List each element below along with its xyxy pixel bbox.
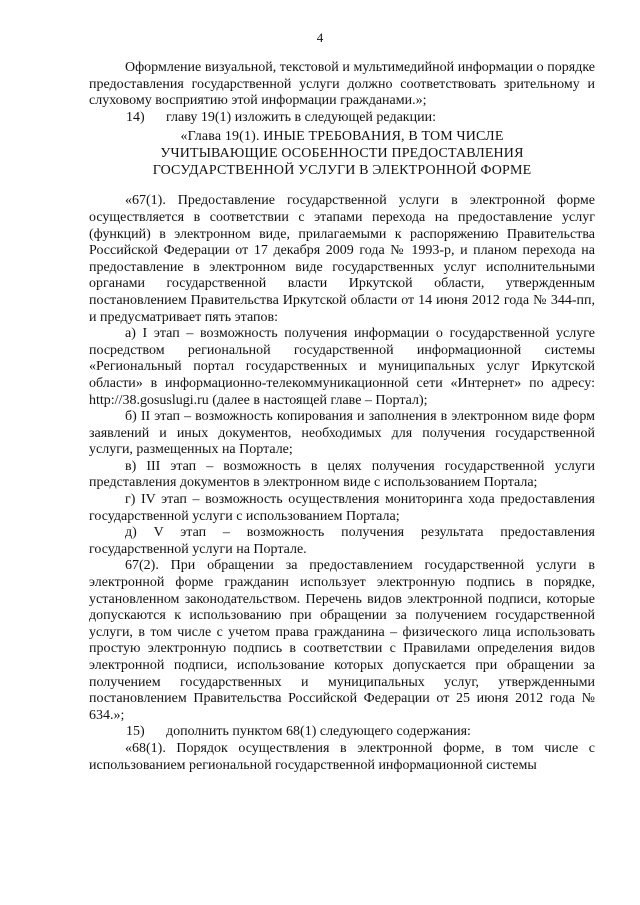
- list-item-number: 15): [126, 724, 145, 740]
- chapter-heading-line: «Глава 19(1). ИНЫЕ ТРЕБОВАНИЯ, В ТОМ ЧИСЛЕ: [180, 129, 504, 145]
- page-number: 4: [316, 30, 324, 45]
- list-item-15: [89, 724, 595, 741]
- list-item-number: 14): [126, 109, 145, 125]
- chapter-heading-line: УЧИТЫВАЮЩИЕ ОСОБЕННОСТИ ПРЕДОСТАВЛЕНИЯ: [160, 146, 524, 162]
- list-item-text: главу 19(1) изложить в следующей редакции:: [166, 109, 436, 125]
- chapter-heading-line: ГОСУДАРСТВЕННОЙ УСЛУГИ В ЭЛЕКТРОННОЙ ФОРМЕ: [152, 163, 532, 179]
- paragraph-stage-5: д) V этап – возможность получения результата предоставления государственной услуги на Портале.: [89, 525, 595, 557]
- paragraph-67-2: 67(2). При обращении за предоставлением государственной услуги в электронной форме гражданин использует электронную подпись в порядке, установленном законодательством. Перечень видов электронной подписи, которые допускаются к использованию при обращении за получением государственной услуги, в том числе с учетом права гражданина – физического лица использовать простую электронную подпись в соответствии с Правилами определения видов электронной подписи, использование которых допускается при обращении за получением государственных и муниципальных услуг, утвержденными постановлением Правительства Российской Федерации от 25 июня 2012 года № 634.»;: [89, 558, 595, 723]
- paragraph-stage-3: в) III этап – возможность в целях получения государственной услуги представления документов в электронном виде с использованием Портала;: [89, 458, 595, 491]
- document-body: [89, 60, 595, 774]
- paragraph-68-1: «68(1). Порядок осуществления в электронной форме, в том числе с использованием региональной государственной информационной системы: [89, 740, 595, 773]
- chapter-heading: [89, 128, 595, 179]
- paragraph-stage-1: а) I этап – возможность получения информации о государственной услуге посредством региональной государственной информационной системы «Региональный портал государственных и муниципальных услуг Иркутской области» в информационно-телекоммуникационной сети «Интернет» по адресу: http://38.gosuslugi.ru (далее в настоящей главе – Портал);: [89, 326, 595, 408]
- list-item-14: [89, 110, 595, 127]
- paragraph-67-1: «67(1). Предоставление государственной услуги в электронной форме осуществляется в соответствии с этапами перехода на предоставление услуг (функций) в электронном виде, прилагаемыми к распоряжению Правительства Российской Федерации от 17 декабря 2009 года № 1993-р, и планом перехода на предоставление в электронном виде государственных услуг исполнительными органами государственной власти Иркутской области, утвержденным постановлением Правительства Иркутской области от 14 июня 2012 года № 344-пп, и предусматривает пять этапов:: [89, 193, 595, 325]
- paragraph-stage-2: б) II этап – возможность копирования и заполнения в электронном виде форм заявлений и иных документов, необходимых для получения государственной услуги, размещенных на Портале;: [89, 409, 595, 458]
- list-item-text: дополнить пунктом 68(1) следующего содержания:: [166, 724, 471, 740]
- paragraph-stage-4: г) IV этап – возможность осуществления мониторинга хода предоставления государственной услуги с использованием Портала;: [89, 492, 595, 524]
- paragraph-visual-info: Оформление визуальной, текстовой и мультимедийной информации о порядке предоставления государственной услуги должно соответствовать зрительному и слуховому восприятию этой информации гражданами.»;: [89, 60, 595, 109]
